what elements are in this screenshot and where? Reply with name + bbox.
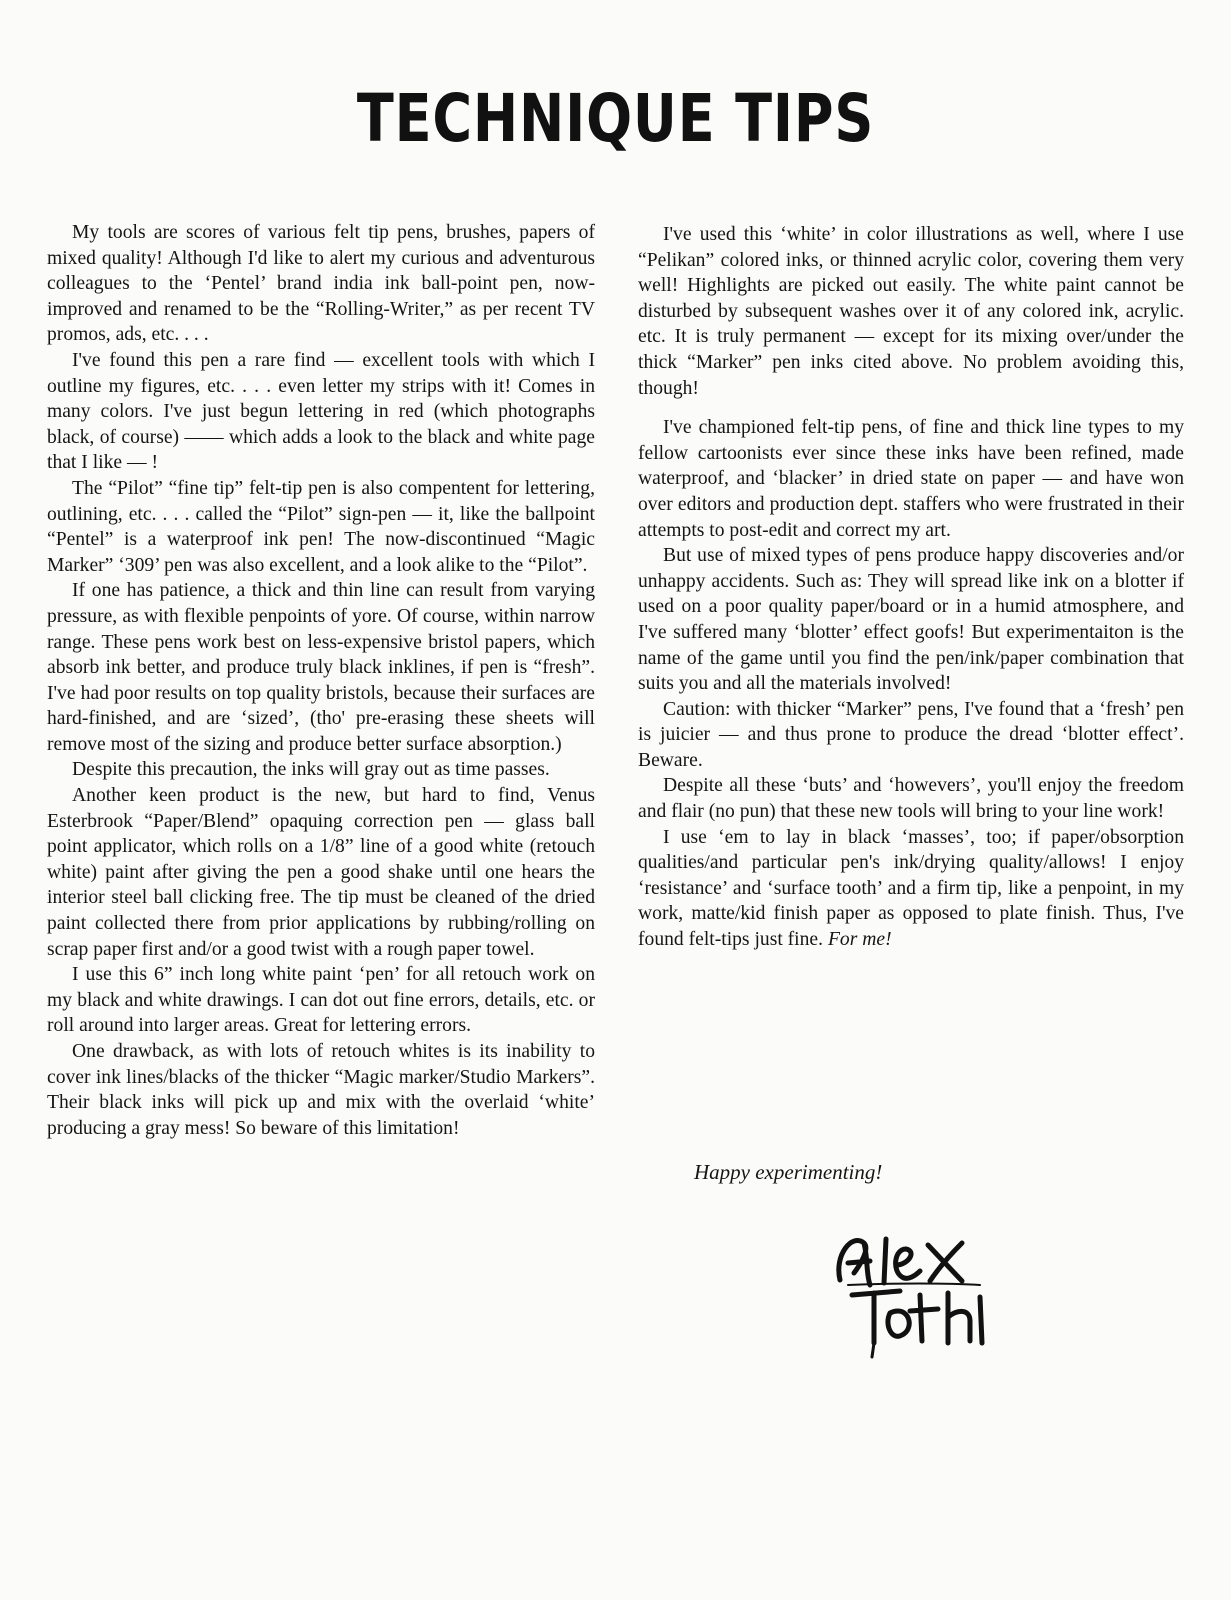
- paragraph: I've championed felt-tip pens, of fine and thick line types to my fellow cartoonists ever since these inks have been refined, made waterproof, and ‘blacker’ in dried state on paper — and have won over editors and production dept. staffers who were frustrated in their attempts to post-edit and correct my art.: [638, 417, 1184, 541]
- page-title: TECHNIQUE TIPS: [356, 80, 875, 157]
- signature-image: [830, 1225, 1015, 1365]
- paragraph-text: I use ‘em to lay in black ‘masses’, too; if paper/obsorption qualities/and particular pen's ink/drying quality/allows! I enjoy ‘resistance’ and ‘surface tooth’ and a firm tip, like a penpoint, in my work, matte/kid finish paper as opposed to plate finish. Thus, I've found felt-tips just fine.: [638, 826, 1184, 951]
- closing-emphasis: For me!: [827, 929, 892, 951]
- paragraph: I've used this ‘white’ in color illustrations as well, where I use “Pelikan” colored inks, or thinned acrylic color, covering them very well! Highlights are picked out easily. The white paint cannot be disturbed by subsequent washes over it of any colored ink, acrylic. etc. It is truly permanent — except for its mixing over/under the thick “Marker” pen inks cited above. No problem avoiding this, though!: [638, 224, 1184, 399]
- paragraph: I've found this pen a rare find — excellent tools with which I outline my figures, etc. . . . even letter my strips with it! Comes in many colors. I've just begun lettering in red (which photographs black, of course) —— which adds a look to the black and white page that I like — !: [47, 349, 595, 474]
- signature-stroke: [848, 1284, 980, 1286]
- signature-stroke: [928, 1243, 962, 1281]
- paragraph-last: [638, 825, 1184, 953]
- signature-stroke: [948, 1293, 982, 1343]
- paragraph: But use of mixed types of pens produce happy discoveries and/or unhappy accidents. Such as: They will spread like ink on a blotter if used on a poor quality paper/board or in a humid atmosphere, and I've suffered many ‘blotter’ effect goofs! But experimentaiton is the name of the game until you find the pen/ink/paper combination that suits you and all the materials involved!: [638, 545, 1184, 695]
- signature-stroke: [872, 1343, 874, 1357]
- signature-stroke: [888, 1311, 909, 1336]
- sign-off: Happy experimenting!: [694, 1160, 883, 1184]
- paragraph: One drawback, as with lots of retouch whites is its inability to cover ink lines/blacks of the thicker “Magic marker/Studio Markers”. Their black inks will pick up and mix with the overlaid ‘white’ producing a gray mess! So beware of this limitation!: [47, 1041, 595, 1139]
- paragraph: Despite all these ‘buts’ and ‘howevers’, you'll enjoy the freedom and flair (no pun) that these new tools will bring to your line work!: [638, 775, 1184, 823]
- signature-stroke: [910, 1295, 938, 1341]
- paragraph: Caution: with thicker “Marker” pens, I've found that a ‘fresh’ pen is juicier — and thus prone to produce the dread ‘blotter effect’. Beware.: [638, 698, 1184, 771]
- signature-stroke: [839, 1241, 870, 1285]
- paragraph: Despite this precaution, the inks will gray out as time passes.: [72, 759, 550, 781]
- paragraph: The “Pilot” “fine tip” felt-tip pen is also compentent for lettering, outlining, etc. . . . called the “Pilot” sign-pen — it, like the ballpoint “Pentel” is a waterproof ink pen! The now-discontinued “Magic Marker” ‘309’ pen was also excellent, and a look alike to the “Pilot”.: [47, 477, 595, 576]
- right-column: [638, 222, 1184, 953]
- paragraph: My tools are scores of various felt tip pens, brushes, papers of mixed quality! Although I'd like to alert my curious and adventurous colleagues to the ‘Pentel’ brand india ink ball-point pen, now-improved and renamed to be the “Rolling-Writer,” as per recent TV promos, ads, etc. . . .: [47, 222, 595, 346]
- signature-stroke: [896, 1249, 920, 1278]
- paragraph: Another keen product is the new, but hard to find, Venus Esterbrook “Paper/Blend” opaquing correction pen — glass ball point applicator, which rolls on a 1/8” line of a good white (retouch white) paint after giving the pen a good shake until one hears the interior steel ball clicking free. The tip must be cleaned of the dried paint collected there from prior applications by rubbing/rolling on scrap paper first and/or a good twist with a rough paper towel.: [47, 785, 595, 960]
- paragraph: If one has patience, a thick and thin line can result from varying pressure, as with flexible penpoints of yore. Of course, within narrow range. These pens work best on less-expensive bristol papers, which absorb ink better, and produce truly black inklines, if pen is “fresh”. I've had poor results on top quality bristols, because their surfaces are hard-finished, and are ‘sized’, (tho' pre-erasing these sheets will remove most of the sizing and produce better surface absorption.): [47, 580, 595, 755]
- paragraph: I use this 6” inch long white paint ‘pen’ for all retouch work on my black and white drawings. I can dot out fine errors, details, etc. or roll around into larger areas. Great for lettering errors.: [47, 964, 595, 1037]
- signature-stroke: [884, 1239, 886, 1283]
- left-column: [47, 220, 595, 1141]
